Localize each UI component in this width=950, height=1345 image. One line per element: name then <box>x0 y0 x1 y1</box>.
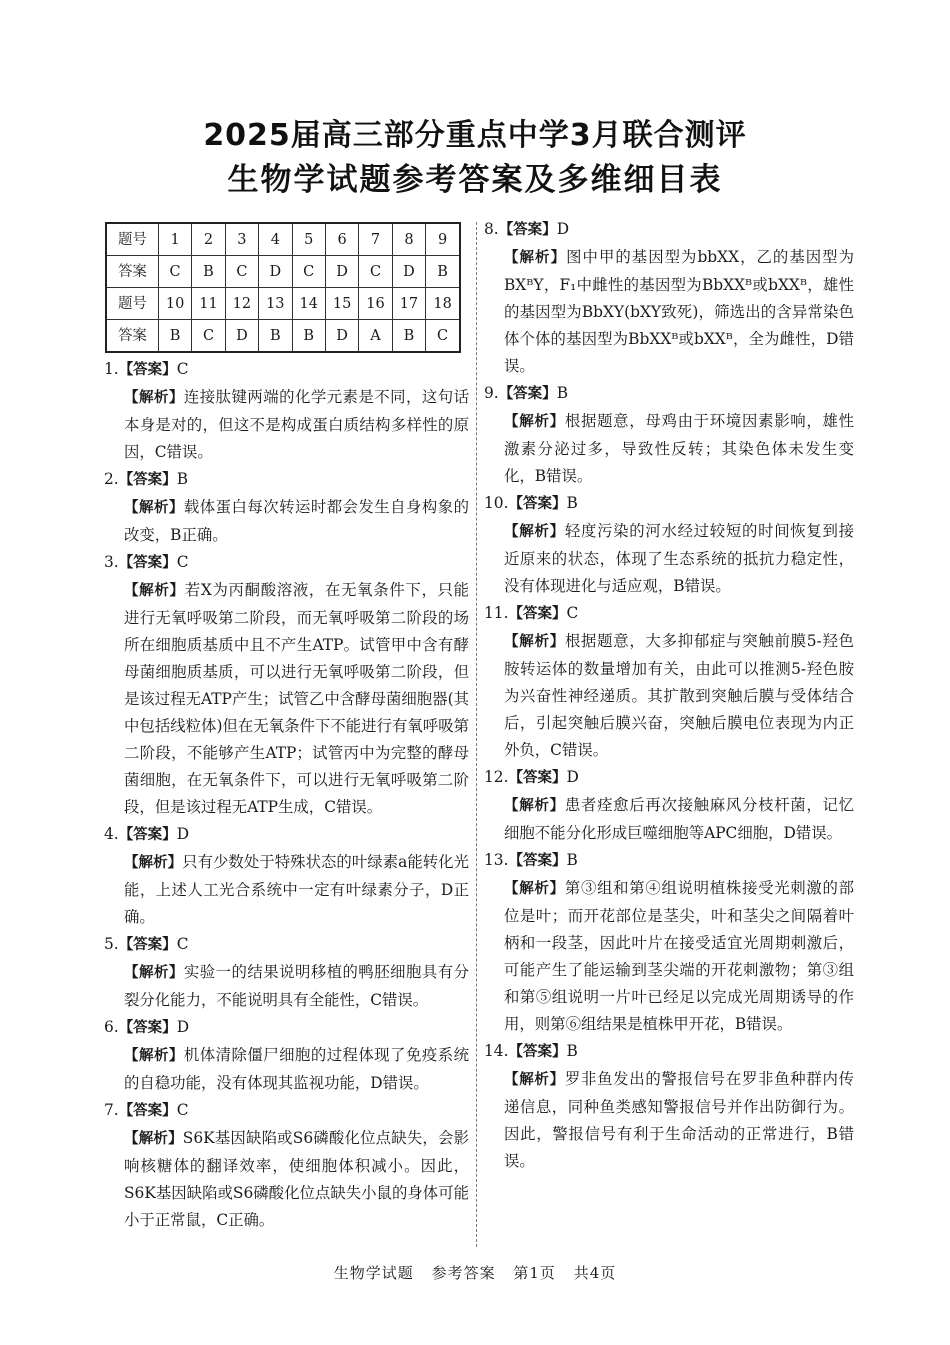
answer-label: 【答案】 <box>118 362 177 378</box>
table-cell: 7 <box>359 223 392 256</box>
question-item <box>484 600 854 764</box>
question-item <box>484 490 854 600</box>
explanation-label: 【解析】 <box>124 1131 183 1147</box>
explanation-label: 【解析】 <box>504 524 565 540</box>
explanation-text: 罗非鱼发出的警报信号在罗非鱼种群内传递信息，同种鱼类感知警报信号并作出防御行为。因此，警报信号有利于生命活动的正常进行，B错误。 <box>504 1070 854 1170</box>
question-number: 14. <box>484 1042 509 1060</box>
table-cell: B <box>292 320 325 353</box>
page-title-line1: 2025届高三部分重点中学3月联合测评 <box>203 118 747 153</box>
table-cell: C <box>225 256 258 288</box>
explanation-label: 【解析】 <box>124 583 185 599</box>
answer-value: B <box>566 494 578 512</box>
explanation-text: 机体清除僵尸细胞的过程体现了免疫系统的自稳功能，没有体现其监视功能，D错误。 <box>124 1046 469 1092</box>
explanation-text: 载体蛋白每次转运时都会发生自身构象的改变，B正确。 <box>124 498 469 544</box>
answer-value: D <box>556 220 570 238</box>
table-row <box>106 320 460 353</box>
table-cell: 12 <box>225 288 258 320</box>
table-cell: A <box>359 320 392 353</box>
answer-value: C <box>176 1101 189 1119</box>
question-item <box>484 216 854 380</box>
answer-label: 【答案】 <box>118 937 177 953</box>
row-label: 答案 <box>106 256 158 288</box>
table-cell: D <box>325 320 358 353</box>
footer-doc-type: 参考答案 <box>431 1264 496 1282</box>
explanation-text: 实验一的结果说明移植的鸭胚细胞具有分裂分化能力，不能说明具有全能性，C错误。 <box>124 963 469 1009</box>
table-cell: 1 <box>158 223 191 256</box>
left-column <box>104 222 469 1234</box>
table-cell: B <box>392 320 425 353</box>
answer-label: 【答案】 <box>118 1103 177 1119</box>
table-cell: 6 <box>325 223 358 256</box>
question-number: 1. <box>104 360 119 378</box>
question-number: 6. <box>104 1018 119 1036</box>
table-cell: 14 <box>292 288 325 320</box>
question-item <box>104 466 469 549</box>
answer-value: C <box>176 935 189 953</box>
table-cell: 4 <box>259 223 292 256</box>
page-title-line2: 生物学试题参考答案及多维细目表 <box>227 162 723 198</box>
question-item <box>484 1038 854 1175</box>
question-item <box>484 380 854 490</box>
explanation-label: 【解析】 <box>504 634 565 650</box>
answer-value: B <box>556 384 568 402</box>
table-cell: B <box>426 256 460 288</box>
answer-value: C <box>566 604 579 622</box>
question-item <box>484 764 854 847</box>
question-number: 12. <box>484 768 509 786</box>
question-item <box>104 931 469 1014</box>
table-cell: 15 <box>325 288 358 320</box>
question-item <box>484 847 854 1038</box>
explanation-text: 只有少数处于特殊状态的叶绿素a能转化光能，上述人工光合系统中一定有叶绿素分子，D正确。 <box>124 853 470 926</box>
explanation-text: 若X为丙酮酸溶液，在无氧条件下，只能进行无氧呼吸第二阶段，而无氧呼吸第二阶段的场所在细胞质基质中且不产生ATP。试管甲中含有酵母菌细胞质基质，可以进行无氧呼吸第二阶段，但是该过程无ATP产生；试管乙中含酵母菌细胞器(其中包括线粒体)但在无氧条件下不能进行有氧呼吸第二阶段，不能够产生ATP；试管丙中为完整的酵母菌细胞，在无氧条件下，可以进行无氧呼吸第二阶段，但是该过程无ATP生成，C错误。 <box>124 581 469 816</box>
answer-value: B <box>566 1042 578 1060</box>
table-row <box>106 223 460 256</box>
explanation-text: S6K基因缺陷或S6磷酸化位点缺失，会影响核糖体的翻译效率，使细胞体积减小。因此，S6K基因缺陷或S6磷酸化位点缺失小鼠的身体可能小于正常鼠，C正确。 <box>124 1129 470 1229</box>
table-cell: 9 <box>426 223 460 256</box>
table-row <box>106 256 460 288</box>
question-number: 3. <box>104 553 119 571</box>
answer-value: D <box>566 768 579 786</box>
answer-label: 【答案】 <box>498 386 557 402</box>
table-cell: C <box>158 256 191 288</box>
answer-label: 【答案】 <box>498 222 557 238</box>
question-number: 9. <box>484 384 499 402</box>
explanation-text: 轻度污染的河水经过较短的时间恢复到接近原来的状态，体现了生态系统的抵抗力稳定性，没有体现进化与适应观，B错误。 <box>504 522 854 595</box>
answer-value: C <box>176 553 189 571</box>
table-cell: 13 <box>259 288 292 320</box>
table-cell: 5 <box>292 223 325 256</box>
question-number: 2. <box>104 470 119 488</box>
explanation-text: 根据题意，大多抑郁症与突触前膜5-羟色胺转运体的数量增加有关，由此可以推测5-羟色胺为兴奋性神经递质。其扩散到突触后膜与受体结合后，引起突触后膜兴奋，突触后膜电位表现为内正外负，C错误。 <box>504 632 855 759</box>
table-cell: 8 <box>392 223 425 256</box>
question-item <box>104 549 469 821</box>
table-cell: B <box>158 320 191 353</box>
table-cell: 18 <box>426 288 460 320</box>
table-cell: C <box>292 256 325 288</box>
explanation-text: 患者痊愈后再次接触麻风分枝杆菌，记忆细胞不能分化形成巨噬细胞等APC细胞，D错误。 <box>504 796 854 842</box>
explanation-text: 图中甲的基因型为bbXX，乙的基因型为BXᴮY，F₁中雌性的基因型为BbXXᴮ或bXXᴮ，雄性的基因型为BbXY(bXY致死)，筛选出的含异常染色体个体的基因型为BbXXᴮ或bXXᴮ，全为雌性，D错误。 <box>504 248 854 375</box>
row-label: 题号 <box>106 223 158 256</box>
column-divider <box>476 222 477 1247</box>
table-cell: D <box>225 320 258 353</box>
answer-value: D <box>176 825 190 843</box>
answer-label: 【答案】 <box>118 472 177 488</box>
footer-page-number: 第1页 <box>513 1264 556 1282</box>
answer-value: B <box>566 851 578 869</box>
question-number: 7. <box>104 1101 119 1119</box>
question-item <box>104 1097 469 1234</box>
answer-label: 【答案】 <box>508 770 567 786</box>
answer-label: 【答案】 <box>508 853 567 869</box>
question-number: 10. <box>484 494 509 512</box>
question-number: 13. <box>484 851 509 869</box>
answer-label: 【答案】 <box>118 555 177 571</box>
row-label: 题号 <box>106 288 158 320</box>
table-cell: C <box>426 320 460 353</box>
explanation-label: 【解析】 <box>124 855 183 871</box>
explanation-label: 【解析】 <box>124 390 184 406</box>
answer-label: 【答案】 <box>508 496 567 512</box>
table-cell: C <box>192 320 225 353</box>
explanation-label: 【解析】 <box>504 881 565 897</box>
table-cell: D <box>392 256 425 288</box>
page-footer <box>0 1262 950 1283</box>
question-number: 8. <box>484 220 499 238</box>
answer-value: D <box>176 1018 190 1036</box>
explanation-text: 根据题意，母鸡由于环境因素影响，雄性激素分泌过多，导致性反转；其染色体未发生变化，B错误。 <box>504 412 854 485</box>
footer-subject: 生物学试题 <box>333 1264 414 1282</box>
answer-label: 【答案】 <box>508 606 567 622</box>
table-cell: 10 <box>158 288 191 320</box>
table-row <box>106 288 460 320</box>
table-cell: 11 <box>192 288 225 320</box>
table-cell: 16 <box>359 288 392 320</box>
answer-label: 【答案】 <box>118 827 177 843</box>
answer-key-table <box>105 222 461 353</box>
explanation-label: 【解析】 <box>124 1048 184 1064</box>
answer-label: 【答案】 <box>118 1020 177 1036</box>
right-column <box>484 216 854 1175</box>
question-item <box>104 1014 469 1097</box>
table-cell: 2 <box>192 223 225 256</box>
explanation-label: 【解析】 <box>124 965 184 981</box>
explanation-label: 【解析】 <box>124 500 184 516</box>
answer-label: 【答案】 <box>508 1044 567 1060</box>
explanation-label: 【解析】 <box>504 1072 565 1088</box>
table-cell: D <box>259 256 292 288</box>
explanation-label: 【解析】 <box>504 414 565 430</box>
question-item <box>104 821 469 931</box>
question-number: 4. <box>104 825 119 843</box>
table-cell: B <box>259 320 292 353</box>
row-label: 答案 <box>106 320 158 353</box>
explanation-text: 第③组和第④组说明植株接受光刺激的部位是叶；而开花部位是茎尖，叶和茎尖之间隔着叶柄和一段茎，因此叶片在接受适宜光周期刺激后，可能产生了能运输到茎尖端的开花刺激物；第③组和第⑤组说明一片叶已经足以完成光周期诱导的作用，则第⑥组结果是植株甲开花，B错误。 <box>504 879 854 1033</box>
answer-value: C <box>176 360 189 378</box>
footer-total-pages: 共4页 <box>573 1264 617 1282</box>
table-cell: D <box>325 256 358 288</box>
table-cell: C <box>359 256 392 288</box>
question-number: 5. <box>104 935 119 953</box>
question-item <box>104 356 469 466</box>
table-cell: 17 <box>392 288 425 320</box>
explanation-text: 连接肽键两端的化学元素是不同，这句话本身是对的，但这不是构成蛋白质结构多样性的原因，C错误。 <box>124 388 469 461</box>
table-cell: B <box>192 256 225 288</box>
table-cell: 3 <box>225 223 258 256</box>
question-number: 11. <box>484 604 509 622</box>
explanation-label: 【解析】 <box>504 250 567 266</box>
explanation-label: 【解析】 <box>504 798 565 814</box>
answer-value: B <box>176 470 188 488</box>
